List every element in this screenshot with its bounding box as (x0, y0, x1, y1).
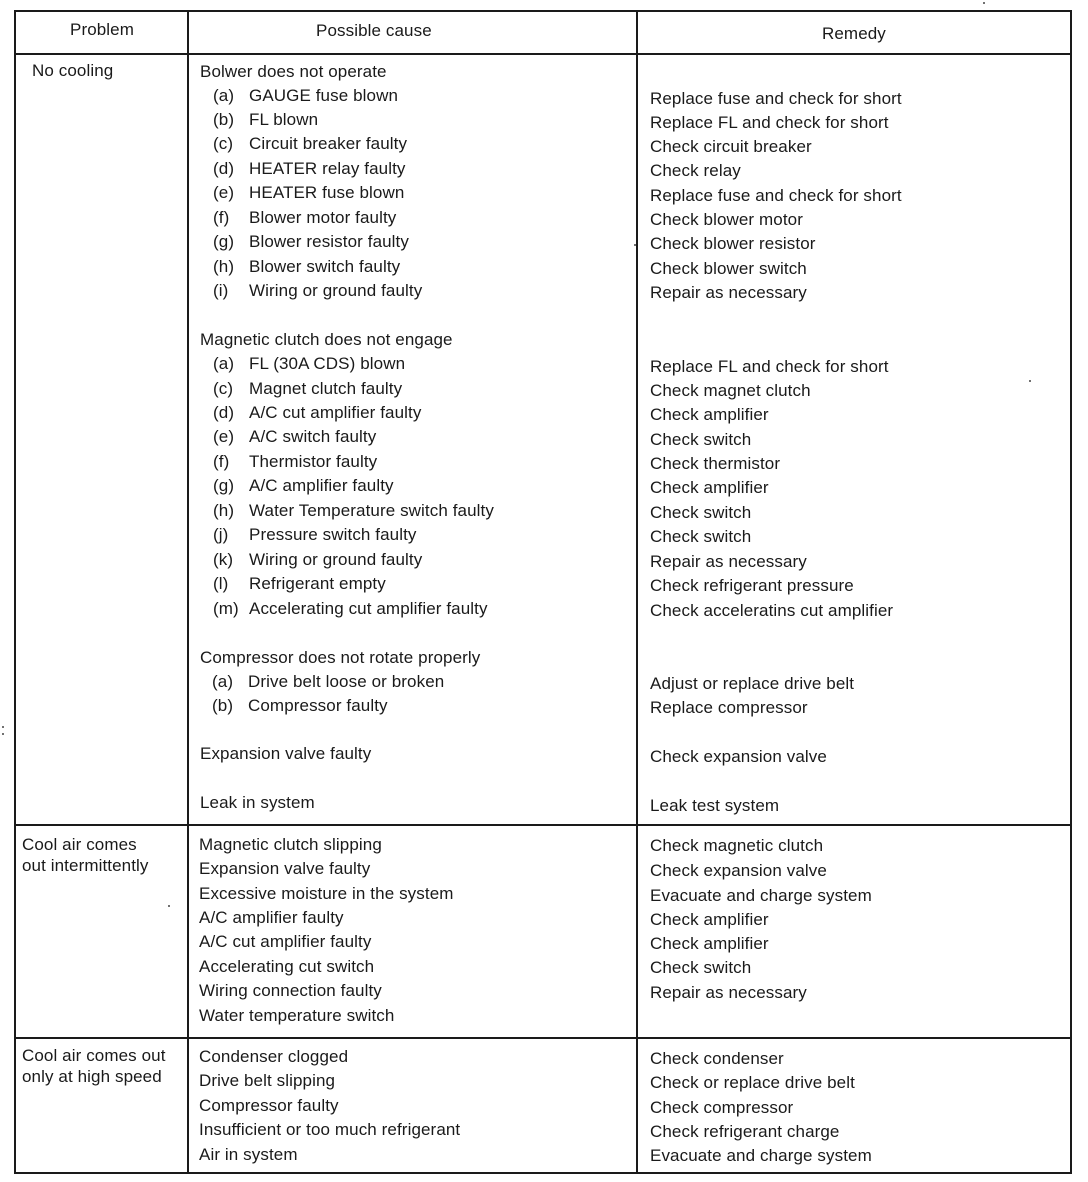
cause-letter: (d) (213, 403, 235, 422)
cause-letter: (e) (213, 183, 235, 202)
remedy-text: Check relay (650, 161, 741, 180)
remedy-text: Evacuate and charge system (650, 886, 872, 905)
cause-text: Circuit breaker faulty (249, 134, 408, 153)
remedy-text: Check amplifier (650, 405, 769, 424)
cause-text: Accelerating cut switch (199, 957, 375, 976)
remedy-text: Check thermistor (650, 454, 781, 473)
remedy-text: Replace compressor (650, 698, 808, 717)
cause-letter: (k) (213, 550, 234, 569)
cause-letter: (d) (213, 159, 235, 178)
cause-letter: (f) (213, 208, 230, 227)
cause-text: Excessive moisture in the system (199, 884, 454, 903)
problem-label: only at high speed (22, 1067, 162, 1086)
cause-letter: (i) (213, 281, 229, 300)
cause-letter: (g) (213, 476, 235, 495)
header-problem: Problem (70, 20, 135, 39)
remedy-text: Check blower switch (650, 259, 807, 278)
cause-letter: (a) (212, 672, 234, 691)
remedy-text: Check switch (650, 503, 752, 522)
cause-text: Water temperature switch (199, 1006, 395, 1025)
scan-speck (168, 905, 170, 907)
cause-letter: (e) (213, 427, 235, 446)
table-border-bottom (14, 1172, 1072, 1174)
scan-speck (983, 2, 985, 4)
cause-letter: (g) (213, 232, 235, 251)
cause-text: Pressure switch faulty (249, 525, 417, 544)
remedy-text: Repair as necessary (650, 283, 807, 302)
column-divider-2 (636, 10, 638, 1174)
cause-letter: (c) (213, 134, 234, 153)
column-divider-1 (187, 10, 189, 1174)
cause-text: Drive belt slipping (199, 1071, 336, 1090)
cause-text: Water Temperature switch faulty (249, 501, 494, 520)
remedy-text: Replace FL and check for short (650, 113, 889, 132)
remedy-text: Check condenser (650, 1049, 784, 1068)
remedy-text: Replace fuse and check for short (650, 89, 902, 108)
cause-letter: (c) (213, 379, 234, 398)
cause-text: Accelerating cut amplifier faulty (249, 599, 488, 618)
cause-letter: (h) (213, 257, 235, 276)
cause-text: Air in system (199, 1145, 298, 1164)
header-underline (14, 53, 1072, 55)
cause-text: HEATER fuse blown (249, 183, 405, 202)
table-border-top (14, 10, 1072, 12)
table-border-left (14, 10, 16, 1174)
remedy-text: Check blower resistor (650, 234, 816, 253)
cause-letter: (a) (213, 86, 235, 105)
cause-text: A/C amplifier faulty (199, 908, 344, 927)
cause-text: A/C cut amplifier faulty (199, 932, 372, 951)
remedy-text: Check refrigerant pressure (650, 576, 854, 595)
cause-text: Drive belt loose or broken (248, 672, 445, 691)
cause-text: Expansion valve faulty (199, 859, 371, 878)
scan-speck (1029, 380, 1031, 382)
cause-letter: (j) (213, 525, 229, 544)
row-divider-2 (14, 1037, 1072, 1039)
remedy-text: Replace FL and check for short (650, 357, 889, 376)
cause-group-heading: Expansion valve faulty (200, 744, 372, 763)
problem-no-cooling: No cooling (32, 61, 114, 80)
cause-text: A/C switch faulty (249, 427, 377, 446)
remedy-text: Check acceleratins cut amplifier (650, 601, 894, 620)
cause-text: Wiring or ground faulty (249, 550, 423, 569)
cause-text: Thermistor faulty (249, 452, 378, 471)
remedy-text: Evacuate and charge system (650, 1146, 872, 1165)
cause-text: Magnetic clutch slipping (199, 835, 382, 854)
remedy-text: Check switch (650, 527, 752, 546)
remedy-text: Adjust or replace drive belt (650, 674, 855, 693)
cause-text: Magnet clutch faulty (249, 379, 403, 398)
cause-text: Condenser clogged (199, 1047, 349, 1066)
remedy-text: Replace fuse and check for short (650, 186, 902, 205)
remedy-text: Check magnetic clutch (650, 836, 824, 855)
header-possible-cause: Possible cause (316, 21, 432, 40)
cause-text: A/C cut amplifier faulty (249, 403, 422, 422)
remedy-text: Check expansion valve (650, 747, 827, 766)
remedy-text: Check switch (650, 430, 752, 449)
cause-text: Refrigerant empty (249, 574, 386, 593)
cause-letter: (l) (213, 574, 229, 593)
remedy-text: Check blower motor (650, 210, 803, 229)
cause-text: Compressor faulty (248, 696, 388, 715)
cause-text: Blower motor faulty (249, 208, 397, 227)
cause-text: FL (30A CDS) blown (249, 354, 406, 373)
cause-letter: (a) (213, 354, 235, 373)
remedy-text: Check amplifier (650, 910, 769, 929)
remedy-text: Check compressor (650, 1098, 794, 1117)
cause-text: Blower switch faulty (249, 257, 401, 276)
remedy-text: Repair as necessary (650, 552, 807, 571)
cause-letter: (h) (213, 501, 235, 520)
cause-letter: (b) (212, 696, 234, 715)
remedy-text: Check refrigerant charge (650, 1122, 840, 1141)
cause-group-heading: Bolwer does not operate (200, 62, 387, 81)
cause-text: A/C amplifier faulty (249, 476, 394, 495)
remedy-text: Check expansion valve (650, 861, 827, 880)
scan-speck (634, 244, 636, 246)
cause-text: GAUGE fuse blown (249, 86, 398, 105)
cause-text: Blower resistor faulty (249, 232, 409, 251)
remedy-text: Leak test system (650, 796, 780, 815)
cause-letter: (f) (213, 452, 230, 471)
remedy-text: Check switch (650, 958, 752, 977)
cause-group-heading: Magnetic clutch does not engage (200, 330, 453, 349)
header-remedy: Remedy (822, 24, 886, 43)
scan-speck (2, 726, 4, 728)
problem-label: Cool air comes out (22, 1046, 166, 1065)
problem-label: Cool air comes (22, 835, 137, 854)
problem-label: out intermittently (22, 856, 149, 875)
cause-text: HEATER relay faulty (249, 159, 406, 178)
remedy-text: Repair as necessary (650, 983, 807, 1002)
cause-group-heading: Leak in system (200, 793, 315, 812)
cause-letter: (m) (213, 599, 239, 618)
cause-group-heading: Compressor does not rotate properly (200, 648, 481, 667)
cause-letter: (b) (213, 110, 235, 129)
remedy-text: Check amplifier (650, 934, 769, 953)
cause-text: Wiring connection faulty (199, 981, 382, 1000)
remedy-text: Check amplifier (650, 478, 769, 497)
remedy-text: Check or replace drive belt (650, 1073, 855, 1092)
table-border-right (1070, 10, 1072, 1174)
remedy-text: Check magnet clutch (650, 381, 811, 400)
scan-speck (2, 733, 4, 735)
cause-text: FL blown (249, 110, 319, 129)
cause-text: Compressor faulty (199, 1096, 339, 1115)
cause-text: Insufficient or too much refrigerant (199, 1120, 461, 1139)
cause-text: Wiring or ground faulty (249, 281, 423, 300)
remedy-text: Check circuit breaker (650, 137, 812, 156)
row-divider-1 (14, 824, 1072, 826)
